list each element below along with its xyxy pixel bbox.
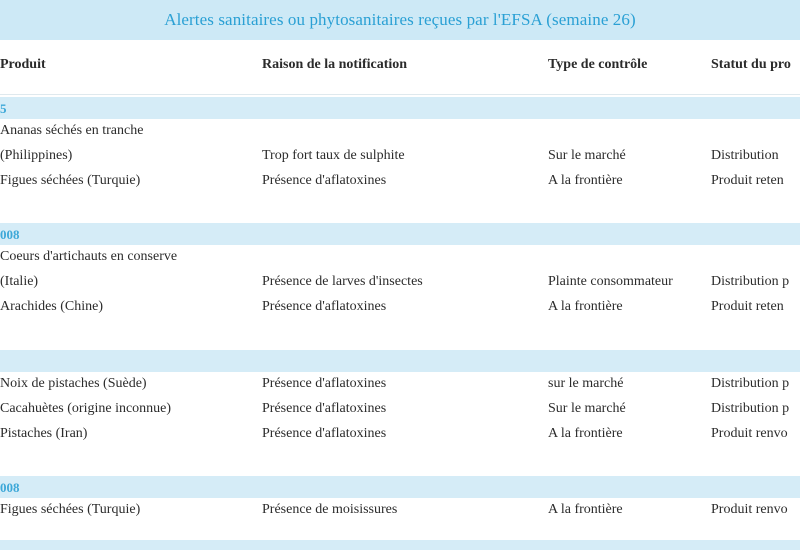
table-row: [0, 170, 800, 195]
cell-raison: Présence d'aflatoxines: [262, 376, 387, 391]
cell-statut: Produit reten: [711, 173, 784, 188]
table-row: [0, 499, 800, 524]
group-label: 5: [0, 101, 7, 116]
cell-controle: Sur le marché: [548, 148, 626, 163]
cell-raison: Présence de larves d'insectes: [262, 274, 423, 289]
cell-controle: sur le marché: [548, 376, 624, 391]
cell-produit: Noix de pistaches (Suède): [0, 376, 147, 391]
group-label: 008: [0, 480, 20, 495]
cell-raison: Présence d'aflatoxines: [262, 173, 387, 188]
cell-produit: Ananas séchés en tranche: [0, 123, 144, 138]
group-band: [0, 476, 800, 498]
cell-produit: Figues séchées (Turquie): [0, 173, 141, 188]
cell-controle: Plainte consommateur: [548, 274, 673, 289]
cell-raison: Présence d'aflatoxines: [262, 426, 387, 441]
cell-produit: Coeurs d'artichauts en conserve: [0, 249, 178, 264]
table-row: [0, 423, 800, 448]
cell-produit: (Italie): [0, 274, 39, 289]
cell-statut: Distribution: [711, 148, 779, 163]
cell-statut: Produit renvo: [711, 426, 788, 441]
table-title: Alertes sanitaires ou phytosanitaires reçues par l'EFSA (semaine 26): [164, 10, 636, 29]
table-row: [0, 373, 800, 398]
cell-produit: Arachides (Chine): [0, 299, 104, 314]
table-bottom-band: [0, 540, 800, 550]
group-band: [0, 223, 800, 245]
table-row: [0, 271, 800, 296]
group-band: [0, 350, 800, 372]
cell-produit: Figues séchées (Turquie): [0, 502, 141, 517]
header-statut: Statut du pro: [711, 57, 791, 72]
cell-produit: Pistaches (Iran): [0, 426, 88, 441]
table-title-bar: [0, 0, 800, 40]
table-row: [0, 296, 800, 321]
cell-raison: Trop fort taux de sulphite: [262, 148, 405, 163]
cell-controle: A la frontière: [548, 426, 623, 441]
cell-controle: A la frontière: [548, 173, 623, 188]
cell-produit: Cacahuètes (origine inconnue): [0, 401, 172, 416]
group-label: 008: [0, 227, 20, 242]
cell-statut: Produit renvo: [711, 502, 788, 517]
table-header-row: [0, 40, 800, 95]
header-controle: Type de contrôle: [548, 57, 648, 72]
header-raison: Raison de la notification: [262, 57, 408, 72]
cell-raison: Présence d'aflatoxines: [262, 299, 387, 314]
cell-controle: A la frontière: [548, 299, 623, 314]
cell-controle: Sur le marché: [548, 401, 626, 416]
cell-statut: Distribution p: [711, 274, 790, 289]
cell-controle: A la frontière: [548, 502, 623, 517]
cell-produit: (Philippines): [0, 148, 73, 163]
group-band: [0, 97, 800, 119]
table-row: [0, 246, 800, 271]
header-produit: Produit: [0, 57, 46, 72]
table-row: [0, 145, 800, 170]
cell-statut: Distribution p: [711, 401, 790, 416]
cell-statut: Produit reten: [711, 299, 784, 314]
cell-raison: Présence d'aflatoxines: [262, 401, 387, 416]
table-row: [0, 398, 800, 423]
cell-raison: Présence de moisissures: [262, 502, 398, 517]
cell-statut: Distribution p: [711, 376, 790, 391]
table-row: [0, 120, 800, 145]
